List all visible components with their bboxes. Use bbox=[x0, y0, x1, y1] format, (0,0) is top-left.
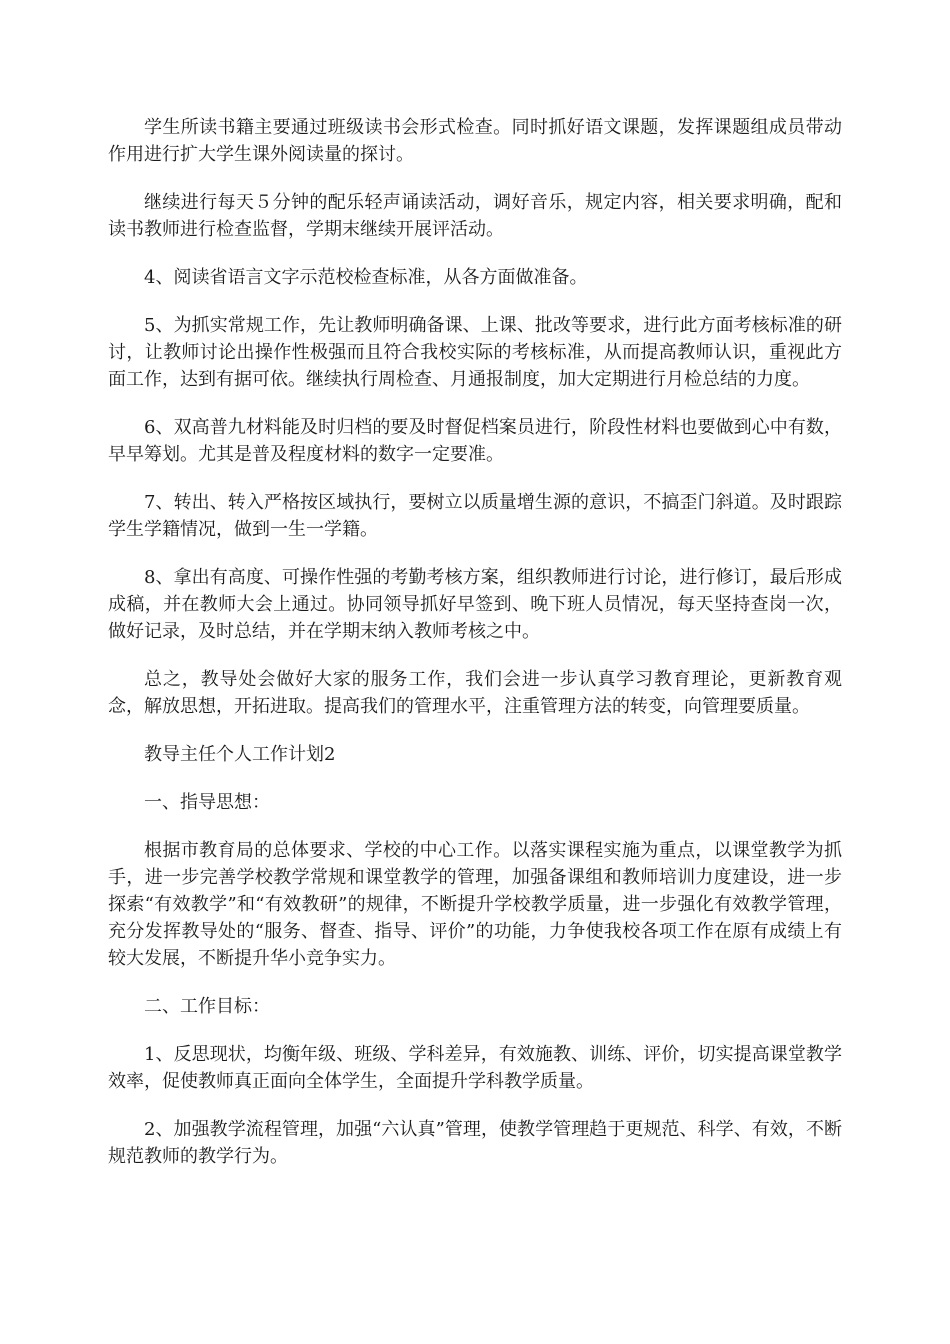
paragraph-guiding-ideology: 根据市教育局的总体要求、学校的中心工作。以落实课程实施为重点，以课堂教学为抓手，进一步完善学校教学常规和课堂教学的管理，加强备课组和教师培训力度建设，进一步探索“有效教学”和“有效教研”的规律，不断提升学校教学质量，进一步强化有效教学管理，充分发挥教导处的“服务、督查、指导、评价”的功能，力争使我校各项工作在原有成绩上有较大发展，不断提升华小竞争实力。 bbox=[108, 840, 842, 969]
document-body bbox=[108, 114, 842, 1191]
paragraph-summary: 总之，教导处会做好大家的服务工作，我们会进一步认真学习教育理论，更新教育观念，解放思想，开拓进取。提高我们的管理水平，注重管理方法的转变，向管理要质量。 bbox=[108, 669, 842, 717]
heading-guiding-ideology: 一、指导思想： bbox=[144, 792, 270, 813]
paragraph-item-4: 4、阅读省语言文字示范校检查标准，从各方面做准备。 bbox=[144, 267, 588, 288]
paragraph-reading-check: 学生所读书籍主要通过班级读书会形式检查。同时抓好语文课题，发挥课题组成员带动作用进行扩大学生课外阅读量的探讨。 bbox=[108, 117, 842, 165]
paragraph-goal-1: 1、反思现状，均衡年级、班级、学科差异，有效施教、训练、评价，切实提高课堂教学效率，促使教师真正面向全体学生，全面提升学科教学质量。 bbox=[108, 1044, 842, 1092]
paragraph-goal-2: 2、加强教学流程管理，加强“六认真”管理，使教学管理趋于更规范、科学、有效，不断规范教师的教学行为。 bbox=[108, 1119, 842, 1167]
paragraph-item-5: 5、为抓实常规工作，先让教师明确备课、上课、批改等要求，进行此方面考核标准的研讨，让教师讨论出操作性极强而且符合我校实际的考核标准，从而提高教师认识，重视此方面工作，达到有据可依。继续执行周检查、月通报制度，加大定期进行月检总结的力度。 bbox=[108, 315, 842, 390]
paragraph-item-8: 8、拿出有高度、可操作性强的考勤考核方案，组织教师进行讨论，进行修订，最后形成成稿，并在教师大会上通过。协同领导抓好早签到、晚下班人员情况，每天坚持查岗一次，做好记录，及时总结，并在学期末纳入教师考核之中。 bbox=[108, 567, 842, 642]
paragraph-daily-recitation: 继续进行每天５分钟的配乐轻声诵读活动，调好音乐，规定内容，相关要求明确，配和读书教师进行检查监督，学期末继续开展评活动。 bbox=[108, 192, 842, 240]
heading-work-goals: 二、工作目标： bbox=[144, 996, 270, 1017]
section-title-plan-2: 教导主任个人工作计划2 bbox=[144, 744, 336, 765]
paragraph-item-7: 7、转出、转入严格按区域执行，要树立以质量增生源的意识，不搞歪门斜道。及时跟踪学生学籍情况，做到一生一学籍。 bbox=[108, 492, 842, 540]
paragraph-item-6: 6、双高普九材料能及时归档的要及时督促档案员进行，阶段性材料也要做到心中有数，早早筹划。尤其是普及程度材料的数字一定要准。 bbox=[108, 417, 842, 465]
